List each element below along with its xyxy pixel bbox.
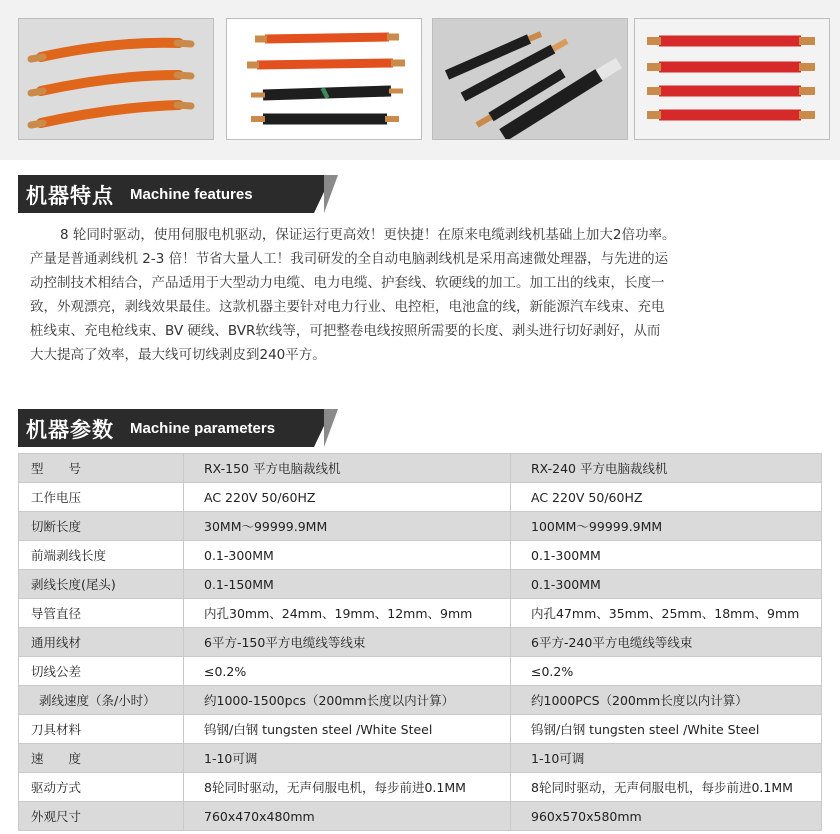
red-cables-photo [634,18,830,140]
product-photo-strip [0,0,840,160]
parameter-label: 通用线材 [19,628,184,657]
parameters-table-body [19,454,822,831]
parameter-row [19,657,822,686]
features-line: 产量是普通剥线机 2-3 倍！节省大量人工！我司研发的全自动电脑剥线机是采用高速微处理器，与先进的运 [30,251,669,267]
rx150-value: 0.1-300MM [184,541,511,570]
parameter-label: 切断长度 [19,512,184,541]
parameter-label: 型 号 [19,454,184,483]
parameter-row [19,570,822,599]
rx150-value: 760x470x480mm [184,802,511,831]
parameter-row [19,744,822,773]
parameter-label: 驱动方式 [19,773,184,802]
orange-cables-image [19,19,213,139]
black-cables-photo [432,18,628,140]
rx150-value: RX-150 平方电脑裁线机 [184,454,511,483]
parameter-row [19,773,822,802]
rx150-value: 约1000-1500pcs（200mm长度以内计算） [184,686,511,715]
rx150-value: 钨钢/白钢 tungsten steel /White Steel [184,715,511,744]
parameters-title-en: Machine parameters [130,420,276,437]
features-title-cn: 机器特点 [26,184,114,208]
black-cables-image [433,19,627,139]
parameter-label: 刀具材料 [19,715,184,744]
orange-cables-photo [18,18,214,140]
rx240-value: 100MM～99999.9MM [511,512,822,541]
parameter-row [19,802,822,831]
parameter-row [19,541,822,570]
rx240-value: 0.1-300MM [511,541,822,570]
mixed-cables-photo [226,18,422,140]
rx150-value: 内孔30mm、24mm、19mm、12mm、9mm [184,599,511,628]
features-line: 桩线束、充电枪线束、BV 硬线、BVR软线等，可把整卷电线按照所需要的长度、剥头进行切好剥好，从而 [30,323,661,339]
rx240-value: 1-10可调 [511,744,822,773]
rx240-value: ≤0.2% [511,657,822,686]
parameter-label: 速 度 [19,744,184,773]
parameter-row [19,483,822,512]
rx240-value: AC 220V 50/60HZ [511,483,822,512]
rx240-value: 约1000PCS（200mm长度以内计算） [511,686,822,715]
parameter-label: 剥线速度（条/小时） [19,686,184,715]
rx240-value: 内孔47mm、35mm、25mm、18mm、9mm [511,599,822,628]
parameter-row [19,715,822,744]
rx240-value: 钨钢/白钢 tungsten steel /White Steel [511,715,822,744]
rx150-value: 8轮同时驱动，无声伺服电机，每步前进0.1MM [184,773,511,802]
rx240-value: 0.1-300MM [511,570,822,599]
rx240-value: RX-240 平方电脑裁线机 [511,454,822,483]
features-line: 动控制技术相结合，产品适用于大型动力电缆、电力电缆、护套线、软硬线的加工。加工出的线束，长度一 [30,275,665,291]
parameters-title-cn: 机器参数 [26,418,114,442]
rx150-value: ≤0.2% [184,657,511,686]
rx150-value: 6平方-150平方电缆线等线束 [184,628,511,657]
features-line: 8 轮同时驱动，使用伺服电机驱动，保证运行更高效！更快捷！在原来电缆剥线机基础上加大2倍功率。 [60,227,676,243]
features-title-en: Machine features [130,186,253,203]
rx150-value: AC 220V 50/60HZ [184,483,511,512]
parameter-label: 前端剥线长度 [19,541,184,570]
red-cables-image [635,19,829,139]
rx240-value: 8轮同时驱动，无声伺服电机，每步前进0.1MM [511,773,822,802]
parameter-label: 切线公差 [19,657,184,686]
features-header [18,175,338,213]
rx240-value: 6平方-240平方电缆线等线束 [511,628,822,657]
parameter-row [19,686,822,715]
parameter-row [19,599,822,628]
features-header-stripe [324,175,338,213]
features-line: 致，外观漂亮，剥线效果最佳。这款机器主要针对电力行业、电控柜，电池盒的线，新能源汽车线束、充电 [30,299,665,315]
parameter-row [19,512,822,541]
parameter-row [19,628,822,657]
features-text [30,223,820,367]
mixed-cables-image [227,19,421,139]
parameter-label: 导管直径 [19,599,184,628]
parameter-label: 工作电压 [19,483,184,512]
rx150-value: 30MM～99999.9MM [184,512,511,541]
features-line: 大大提高了效率，最大线可切线剥皮到240平方。 [30,347,326,363]
rx240-value: 960x570x580mm [511,802,822,831]
parameter-label: 外观尺寸 [19,802,184,831]
parameters-header-stripe [324,409,338,447]
parameters-table [18,453,822,831]
parameters-header [18,409,338,447]
parameter-label: 剥线长度(尾头) [19,570,184,599]
parameter-row [19,454,822,483]
rx150-value: 1-10可调 [184,744,511,773]
rx150-value: 0.1-150MM [184,570,511,599]
